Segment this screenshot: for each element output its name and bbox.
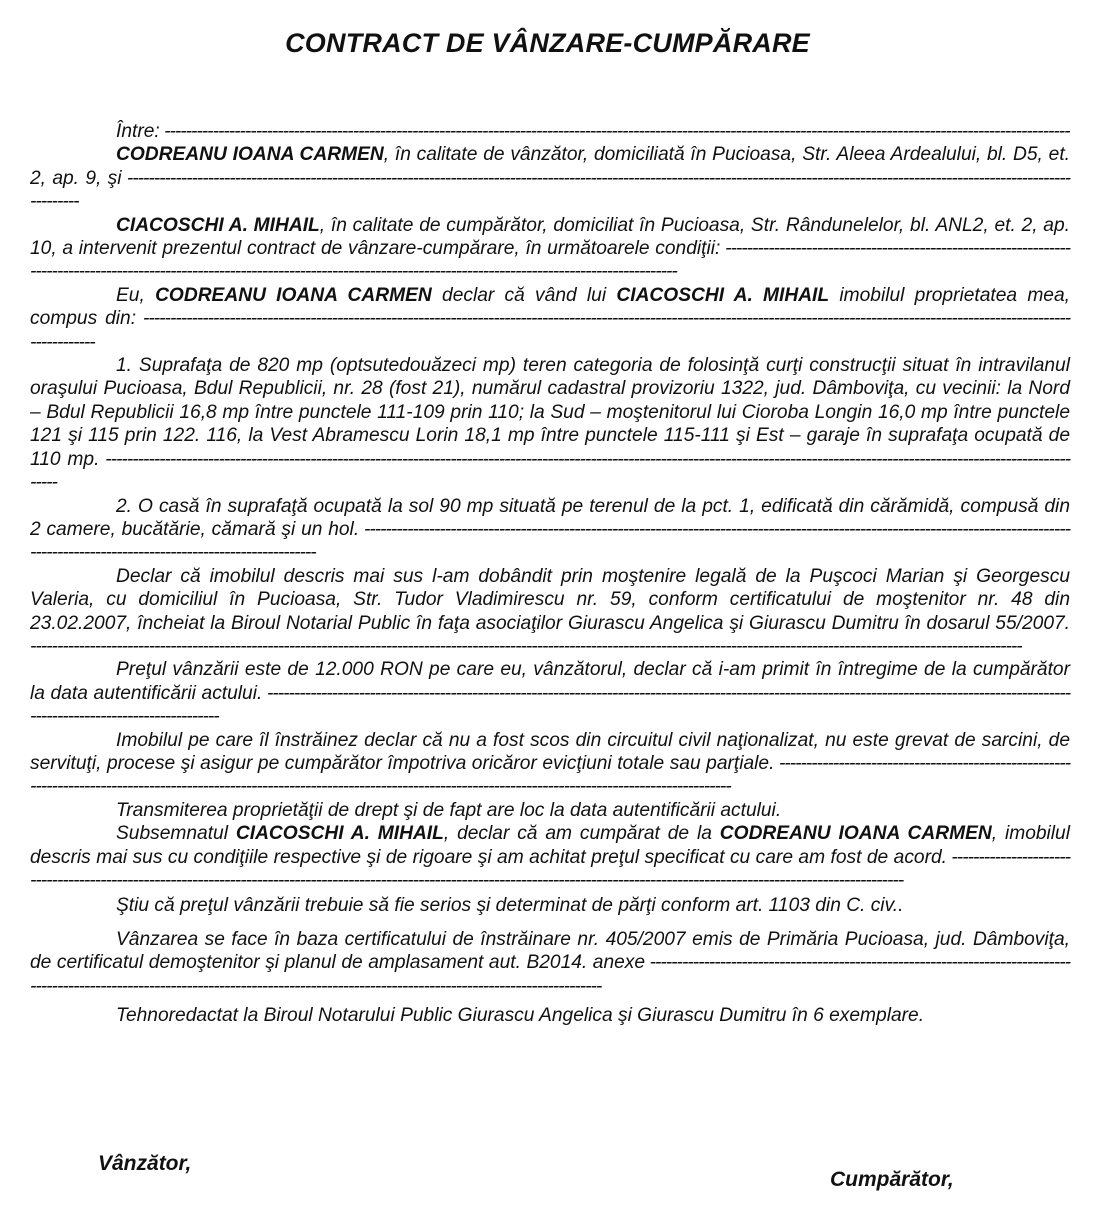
civil-code-text: Ştiu că preţul vânzării trebuie să fie serios şi determinat de părţi conform art. 1103 din C. civ.. [116,895,904,917]
transfer-text: Transmiterea proprietăţii de drept şi de fapt are loc la data autentificării actului. [116,799,782,821]
warranty-text: Imobilul pe care îl înstrăinez declar că nu a fost scos din circuitul civil naţionalizat, nu este grevat de sarcini, de servituţi, procese şi asigur pe cumpărător împotriva oricăror evicţiuni totale sau parţiale. [30,729,1070,774]
acquisition-paragraph [30,565,1070,659]
contract-body [30,120,1070,1027]
price-text: Preţul vânzării este de 12.000 RON pe care eu, vânzătorul, declar că i-am primit în întregime de la cumpărător la data autentificării actului. [30,659,1070,704]
buyer-declaration-paragraph [30,822,1070,892]
declaration-text: imobilul proprietatea mea, compus din: [30,284,1070,330]
declaration-lead: Eu, [116,284,156,306]
buyer-decl-buyer: CIACOSCHI A. MIHAIL [235,823,444,845]
seller-name: CODREANU IOANA CARMEN [116,144,384,166]
price-paragraph [30,658,1070,728]
declaration-mid: declar că vând lui [431,284,617,306]
seller-paragraph [30,143,1070,213]
certificate-paragraph [30,928,1070,998]
intro-paragraph [30,120,1070,143]
warranty-paragraph [30,729,1070,799]
transfer-paragraph [30,799,1070,822]
drafting-text: Tehnoredactat la Biroul Notarului Public Giurascu Angelica şi Giurascu Dumitru în 6 exemplare. [116,1005,925,1027]
declaration-buyer: CIACOSCHI A. MIHAIL [616,284,830,306]
house-paragraph [30,495,1070,565]
land-text: 1. Suprafaţa de 820 mp (optsutedouăzeci mp) teren categoria de folosinţă curţi construcţii situat în intravilanul oraşului Pucioasa, Bdul Republicii, nr. 28 (fost 21), numărul cadastral provizoriu 1322, jud. Dâmboviţa, cu vecinii: la Nord – Bdul Republicii 16,8 mp între punctele 111-109 prin 110; la Sud – moştenitorul lui Cioroba Longin 16,0 mp între punctele 121 şi 115 prin 122. 116, la Vest Abramescu Lorin 18,1 mp între punctele 115-111 şi Est – garaje în suprafaţa ocupată de 110 mp. [30,355,1070,470]
buyer-decl-mid: , declar că am cumpărat de la [443,823,720,845]
drafting-paragraph [30,1004,1070,1027]
acquisition-text: Declar că imobilul descris mai sus l-am dobândit prin moştenire legală de la Puşcoci Marian şi Georgescu Valeria, cu domiciliul în Pucioasa, Str. Tudor Vladimirescu nr. 59, conform certificatului de moştenitor nr. 48 din 23.02.2007, încheiat la Biroul Notarial Public în faţa asociaţilor Giurascu Angelica şi Giurascu Dumitru în dosarul 55/2007. [30,565,1070,634]
house-text: 2. O casă în suprafaţă ocupată la sol 90 mp situată pe terenul de la pct. 1, edificată din cărămidă, compusă din 2 camere, bucătărie, cămară şi un hol. [30,495,1070,540]
land-paragraph [30,354,1070,494]
intro-text: Între: [116,121,160,142]
buyer-decl-seller: CODREANU IOANA CARMEN [719,823,992,845]
buyer-paragraph [30,214,1070,284]
buyer-details: , în calitate de cumpărător, domiciliat în Pucioasa, Str. Rândunelelor, bl. ANL2, et. 2, ap. 10, a intervenit prezentul contract de vânzare-cumpărare, în următoarele condiţii: [30,214,1070,260]
civil-code-paragraph [30,894,1070,917]
seller-signature-label: Vânzător, [98,1152,192,1175]
buyer-name: CIACOSCHI A. MIHAIL [116,214,320,236]
declaration-paragraph [30,284,1070,354]
seller-details: , în calitate de vânzător, domiciliată în Pucioasa, Str. Aleea Ardealului, bl. D5, et. 2, ap. 9, şi [30,144,1070,189]
certificate-text: Vânzarea se face în baza certificatului de înstrăinare nr. 405/2007 emis de Primăria Pucioasa, jud. Dâmboviţa, de certificatul demoştenitor şi planul de amplasament aut. B2014. anexe [30,928,1070,974]
contract-title: CONTRACT DE VÂNZARE-CUMPĂRARE [285,28,810,58]
buyer-decl-lead: Subsemnatul [116,823,236,845]
declaration-seller: CODREANU IOANA CARMEN [155,284,432,306]
buyer-signature-label: Cumpărător, [830,1168,954,1191]
buyer-decl-text: , imobilul descris mai sus cu condiţiile respective şi de rigoare şi am achitat preţul specificat cu care am fost de acord. [30,823,1070,868]
